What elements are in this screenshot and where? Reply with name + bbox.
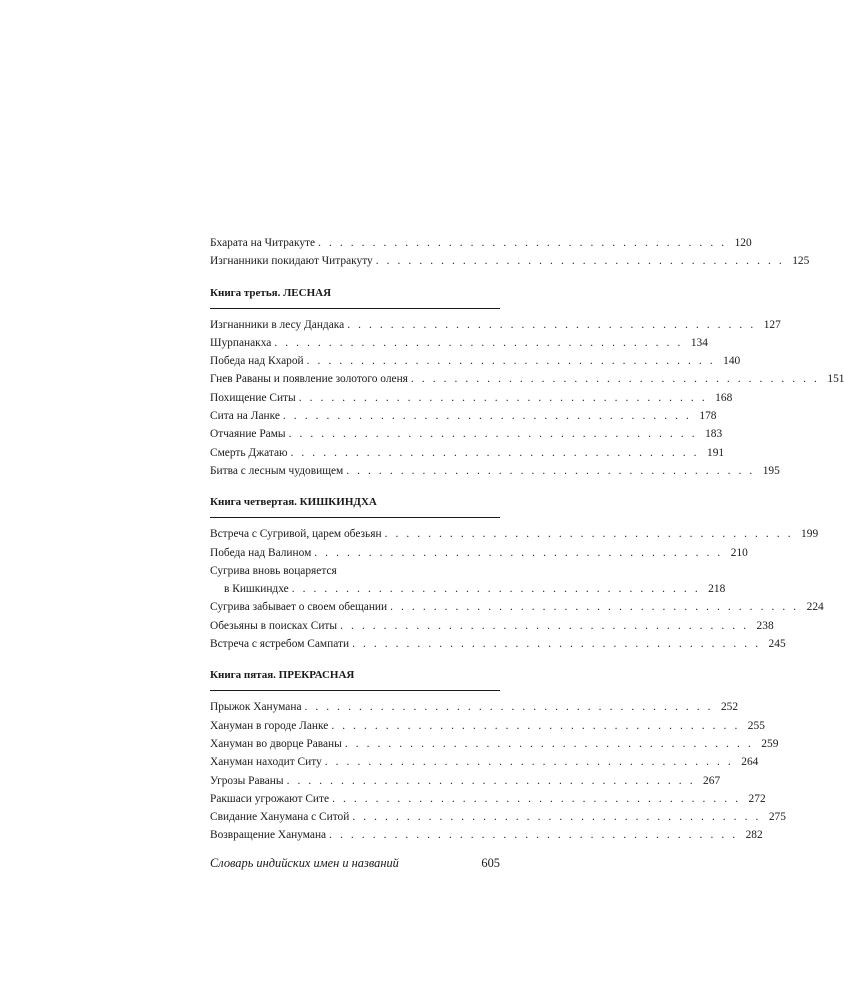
- entry-title: Встреча с ястребом Сампати: [210, 638, 350, 651]
- entry-title: Хануман во дворце Раваны: [210, 737, 342, 750]
- toc-entry: [210, 598, 824, 616]
- glossary-entry: [210, 853, 500, 873]
- entry-title: Бхарата на Читракуте: [210, 237, 316, 249]
- glossary-title: Словарь индийских имен и названий: [210, 855, 399, 870]
- toc-entry: [210, 352, 741, 370]
- entry-page: 210: [730, 546, 748, 559]
- toc-entry: [210, 562, 500, 580]
- lead-entries: [210, 234, 810, 271]
- toc-entry: [210, 334, 708, 352]
- entry-page: 255: [747, 719, 765, 732]
- toc-entry-continuation: [210, 580, 726, 598]
- toc-entry: [210, 735, 779, 753]
- toc-entry: [210, 316, 781, 334]
- entry-title: в Кишкиндхе: [224, 583, 289, 596]
- entry-page: 259: [761, 737, 779, 750]
- entry-title: Угрозы Раваны: [210, 774, 284, 787]
- dot-leader: . . . . . . . . . . . . . . . . . . . . . . . . . . . . . . . . . . . . . .: [306, 355, 716, 368]
- entry-page: 224: [806, 601, 824, 614]
- entry-title: Победа над Кхарой: [210, 355, 304, 368]
- entry-page: 140: [723, 355, 741, 368]
- entry-page: 264: [741, 756, 759, 769]
- entry-title: Хануман находит Ситу: [210, 756, 322, 769]
- entry-page: 120: [734, 237, 752, 249]
- toc-entry: [210, 635, 786, 653]
- toc-entry: [210, 698, 739, 716]
- entry-page: 272: [748, 792, 766, 805]
- entry-title: Хануман в городе Ланке: [210, 719, 329, 732]
- toc-entry: [210, 717, 765, 735]
- dot-leader: . . . . . . . . . . . . . . . . . . . . . . . . . . . . . . . . . . . . . .: [274, 336, 683, 349]
- dot-leader: . . . . . . . . . . . . . . . . . . . . . . . . . . . . . . . . . . . . . .: [346, 464, 755, 477]
- book-section: [210, 284, 844, 481]
- entry-page: 282: [745, 829, 763, 842]
- dot-leader: . . . . . . . . . . . . . . . . . . . . . . . . . . . . . . . . . . . . . .: [324, 756, 734, 769]
- entry-title: Встреча с Сугривой, царем обезьян: [210, 528, 382, 541]
- dot-leader: . . . . . . . . . . . . . . . . . . . . . . . . . . . . . . . . . . . . . .: [390, 601, 799, 614]
- entry-page: 183: [705, 428, 723, 441]
- entry-page: 127: [763, 318, 781, 331]
- heading-rule: [210, 517, 500, 518]
- toc-entry: [210, 753, 759, 771]
- dot-leader: . . . . . . . . . . . . . . . . . . . . . . . . . . . . . . . . . . . . . .: [344, 737, 754, 750]
- dot-leader: . . . . . . . . . . . . . . . . . . . . . . . . . . . . . . . . . . . . . .: [291, 583, 701, 596]
- dot-leader: . . . . . . . . . . . . . . . . . . . . . . . . . . . . . . . . . . . . . .: [286, 774, 696, 787]
- entry-page: 178: [699, 410, 717, 423]
- entry-title: Прыжок Ханумана: [210, 701, 302, 714]
- entry-title: Смерть Джатаю: [210, 446, 288, 459]
- entry-page: 125: [792, 255, 810, 268]
- toc-entry: [210, 252, 810, 270]
- entry-page: 252: [720, 701, 739, 714]
- dot-leader: . . . . . . . . . . . . . . . . . . . . . . . . . . . . . . . . . . . . . .: [352, 638, 761, 651]
- heading-rule: [210, 690, 500, 691]
- entry-title: Битва с лесным чудовищем: [210, 464, 344, 477]
- table-of-contents: [210, 234, 844, 873]
- entry-title: Ракшаси угрожают Сите: [210, 792, 330, 805]
- entry-title: Похищение Ситы: [210, 391, 296, 404]
- entry-page: 238: [756, 619, 774, 632]
- entry-page: 275: [768, 811, 786, 824]
- toc-entry: [210, 389, 733, 407]
- book-heading: Книга пятая. ПРЕКРАСНАЯ: [210, 669, 355, 682]
- book-heading: Книга третья. ЛЕСНАЯ: [210, 286, 332, 299]
- toc-entry: [210, 462, 780, 480]
- toc-entry: [210, 234, 752, 252]
- toc-entry: [210, 544, 748, 562]
- toc-entry: [210, 617, 774, 635]
- entry-title: Отчаяние Рамы: [210, 428, 286, 441]
- glossary-page: 605: [481, 855, 500, 870]
- toc-entry: [210, 826, 763, 844]
- entry-page: 267: [703, 774, 721, 787]
- dot-leader: . . . . . . . . . . . . . . . . . . . . . . . . . . . . . . . . . . . . . .: [340, 619, 749, 632]
- heading-rule: [210, 308, 500, 309]
- dot-leader: . . . . . . . . . . . . . . . . . . . . . . . . . . . . . . . . . . . . . .: [410, 373, 820, 386]
- entry-title: Сугрива забывает о своем обещании: [210, 601, 388, 614]
- book-section: [210, 666, 786, 844]
- toc-entry: [210, 790, 766, 808]
- dot-leader: . . . . . . . . . . . . . . . . . . . . . . . . . . . . . . . . . . . . . .: [298, 391, 708, 404]
- entry-page: 134: [690, 336, 708, 349]
- dot-leader: . . . . . . . . . . . . . . . . . . . . . . . . . . . . . . . . . . . . . .: [329, 829, 738, 842]
- entry-page: 191: [707, 446, 725, 459]
- dot-leader: . . . . . . . . . . . . . . . . . . . . . . . . . . . . . . . . . . . . . .: [282, 410, 692, 423]
- entry-page: 245: [768, 638, 786, 651]
- book-section: [210, 493, 824, 653]
- entry-title: Победа над Валином: [210, 546, 312, 559]
- entry-page: 199: [801, 528, 819, 541]
- entry-title: Изгнанники покидают Читракуту: [210, 255, 373, 268]
- toc-entry: [210, 525, 819, 543]
- book-heading: Книга четвертая. КИШКИНДХА: [210, 496, 377, 509]
- dot-leader: . . . . . . . . . . . . . . . . . . . . . . . . . . . . . . . . . . . . . .: [347, 318, 756, 331]
- toc-entry: [210, 808, 786, 826]
- entry-title: Изгнанники в лесу Дандака: [210, 318, 345, 331]
- toc-entry: [210, 407, 717, 425]
- entry-page: 195: [762, 464, 780, 477]
- entry-page: 218: [708, 583, 726, 596]
- entry-title: Сита на Ланке: [210, 410, 280, 423]
- entry-title: Свидание Ханумана с Ситой: [210, 811, 350, 824]
- dot-leader: . . . . . . . . . . . . . . . . . . . . . . . . . . . . . . . . . . . . . .: [352, 811, 761, 824]
- entry-title: Возвращение Ханумана: [210, 829, 327, 842]
- dot-leader: . . . . . . . . . . . . . . . . . . . . . . . . . . . . . . . . . . . . . .: [288, 428, 698, 441]
- dot-leader: . . . . . . . . . . . . . . . . . . . . . . . . . . . . . . . . . . . . . .: [318, 237, 727, 249]
- entry-title: Шурпанакха: [210, 336, 272, 349]
- entry-page: 168: [715, 391, 733, 404]
- dot-leader: . . . . . . . . . . . . . . . . . . . . . . . . . . . . . . . . . . . . . .: [331, 719, 740, 732]
- toc-entry: [210, 370, 844, 388]
- entry-title: Гнев Раваны и появление золотого оленя: [210, 373, 408, 386]
- dot-leader: . . . . . . . . . . . . . . . . . . . . . . . . . . . . . . . . . . . . . .: [304, 701, 714, 714]
- dot-leader: . . . . . . . . . . . . . . . . . . . . . . . . . . . . . . . . . . . . . .: [290, 446, 700, 459]
- dot-leader: . . . . . . . . . . . . . . . . . . . . . . . . . . . . . . . . . . . . . .: [332, 792, 741, 805]
- toc-entry: [210, 425, 723, 443]
- dot-leader: . . . . . . . . . . . . . . . . . . . . . . . . . . . . . . . . . . . . . .: [375, 255, 785, 268]
- dot-leader: . . . . . . . . . . . . . . . . . . . . . . . . . . . . . . . . . . . . . .: [384, 528, 794, 541]
- entry-title: Сугрива вновь воцаряется: [210, 564, 337, 577]
- dot-leader: . . . . . . . . . . . . . . . . . . . . . . . . . . . . . . . . . . . . . .: [314, 546, 723, 559]
- entry-page: 151: [827, 373, 844, 386]
- entry-title: Обезьяны в поисках Ситы: [210, 619, 338, 632]
- toc-entry: [210, 772, 721, 790]
- toc-entry: [210, 444, 725, 462]
